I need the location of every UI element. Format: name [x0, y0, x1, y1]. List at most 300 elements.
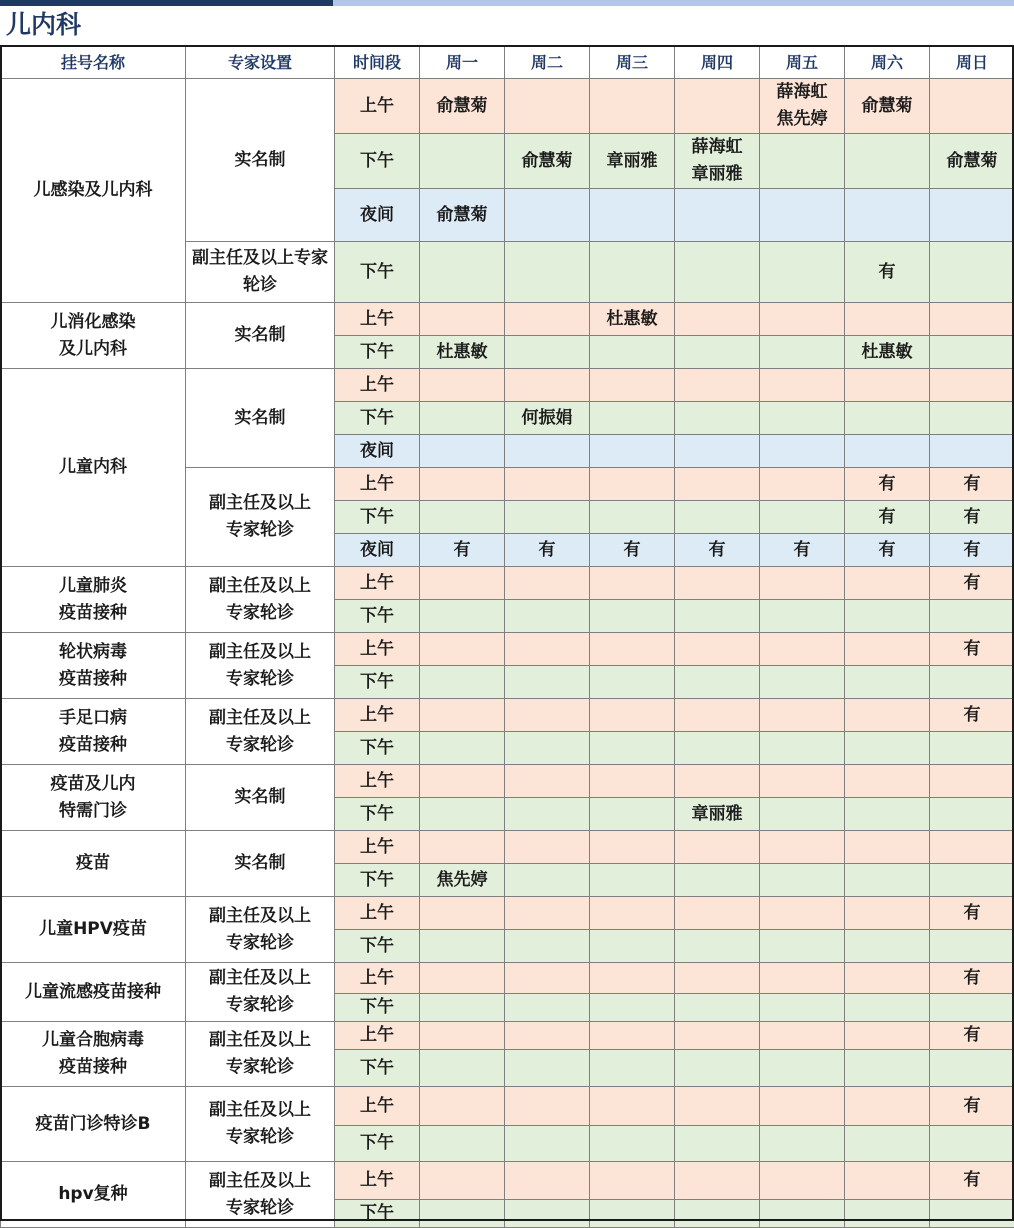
schedule-cell [675, 1126, 760, 1162]
schedule-cell [590, 1200, 675, 1228]
schedule-cell [590, 930, 675, 963]
schedule-cell [930, 189, 1014, 242]
schedule-cell [845, 994, 930, 1022]
schedule-cell [675, 336, 760, 369]
table-row [1, 831, 1014, 864]
schedule-cell [760, 864, 845, 897]
schedule-cell [675, 963, 760, 994]
schedule-cell [760, 930, 845, 963]
schedule-cell [845, 831, 930, 864]
schedule-cell [845, 963, 930, 994]
schedule-cell [675, 1022, 760, 1050]
schedule-cell [675, 1087, 760, 1126]
table-row [1, 699, 1014, 732]
schedule-cell [760, 699, 845, 732]
schedule-cell [505, 468, 590, 501]
schedule-cell [930, 435, 1014, 468]
time-slot: 上午 [335, 79, 420, 134]
time-slot: 上午 [335, 303, 420, 336]
schedule-cell [420, 798, 505, 831]
schedule-cell [760, 666, 845, 699]
schedule-cell [505, 1200, 590, 1228]
schedule-cell: 有 [845, 534, 930, 567]
schedule-cell [420, 1126, 505, 1162]
schedule-cell [590, 242, 675, 303]
schedule-cell [845, 369, 930, 402]
schedule-cell [930, 798, 1014, 831]
schedule-cell [590, 1022, 675, 1050]
schedule-cell [845, 402, 930, 435]
schedule-cell [420, 1200, 505, 1228]
table-row [1, 369, 1014, 402]
registration-name: 轮状病毒 疫苗接种 [1, 633, 186, 699]
schedule-table [0, 45, 1014, 1228]
schedule-cell [505, 897, 590, 930]
expert-setting: 副主任及以上 专家轮诊 [186, 633, 335, 699]
schedule-cell [675, 1200, 760, 1228]
schedule-cell [930, 402, 1014, 435]
time-slot: 下午 [335, 336, 420, 369]
schedule-cell [420, 666, 505, 699]
schedule-cell [420, 1162, 505, 1200]
schedule-cell [760, 798, 845, 831]
schedule-cell [930, 666, 1014, 699]
schedule-cell: 有 [930, 963, 1014, 994]
schedule-cell [675, 930, 760, 963]
schedule-cell [845, 864, 930, 897]
schedule-cell [420, 831, 505, 864]
schedule-cell [505, 336, 590, 369]
time-slot: 上午 [335, 468, 420, 501]
schedule-cell [930, 600, 1014, 633]
time-slot: 下午 [335, 134, 420, 189]
registration-name: 疫苗 [1, 831, 186, 897]
schedule-cell [590, 468, 675, 501]
header-fri: 周五 [760, 46, 845, 79]
schedule-cell [760, 402, 845, 435]
schedule-cell [930, 765, 1014, 798]
schedule-cell [590, 336, 675, 369]
schedule-cell [675, 369, 760, 402]
time-slot: 上午 [335, 567, 420, 600]
schedule-cell [930, 1200, 1014, 1228]
schedule-cell [420, 633, 505, 666]
schedule-cell [590, 765, 675, 798]
schedule-cell [590, 567, 675, 600]
schedule-cell: 薛海虹 焦先婷 [760, 79, 845, 134]
schedule-cell [420, 468, 505, 501]
schedule-cell [590, 402, 675, 435]
schedule-cell [590, 831, 675, 864]
schedule-cell [675, 831, 760, 864]
registration-name: 儿童合胞病毒 疫苗接种 [1, 1022, 186, 1087]
schedule-cell [930, 930, 1014, 963]
schedule-cell: 有 [845, 242, 930, 303]
schedule-cell [845, 1126, 930, 1162]
time-slot: 下午 [335, 402, 420, 435]
schedule-cell [505, 501, 590, 534]
schedule-cell [505, 600, 590, 633]
time-slot: 上午 [335, 1162, 420, 1200]
table-row [1, 765, 1014, 798]
header-tue: 周二 [505, 46, 590, 79]
schedule-cell [845, 1022, 930, 1050]
schedule-cell [675, 765, 760, 798]
schedule-cell [505, 369, 590, 402]
header-row [1, 46, 1014, 79]
schedule-cell [760, 369, 845, 402]
schedule-cell: 有 [930, 501, 1014, 534]
schedule-cell [930, 1126, 1014, 1162]
table-row [1, 303, 1014, 336]
expert-setting: 副主任及以上 专家轮诊 [186, 567, 335, 633]
schedule-cell [760, 567, 845, 600]
schedule-cell [845, 732, 930, 765]
schedule-cell [420, 699, 505, 732]
schedule-cell [420, 732, 505, 765]
schedule-cell [590, 666, 675, 699]
schedule-cell [675, 732, 760, 765]
schedule-cell [505, 1050, 590, 1087]
table-row [1, 1022, 1014, 1050]
registration-name: 疫苗及儿内 特需门诊 [1, 765, 186, 831]
schedule-cell [760, 435, 845, 468]
time-slot: 上午 [335, 765, 420, 798]
time-slot: 下午 [335, 732, 420, 765]
schedule-cell [420, 369, 505, 402]
table-body [1, 79, 1014, 1228]
registration-name: hpv复种 [1, 1162, 186, 1228]
schedule-cell [760, 994, 845, 1022]
schedule-cell [845, 699, 930, 732]
time-slot: 上午 [335, 963, 420, 994]
expert-setting: 副主任及以上 专家轮诊 [186, 699, 335, 765]
schedule-cell [420, 1050, 505, 1087]
schedule-cell [845, 798, 930, 831]
schedule-cell [590, 1087, 675, 1126]
schedule-cell: 有 [930, 1022, 1014, 1050]
schedule-cell: 章丽雅 [590, 134, 675, 189]
schedule-cell: 有 [505, 534, 590, 567]
schedule-cell [930, 369, 1014, 402]
schedule-cell [675, 897, 760, 930]
time-slot: 下午 [335, 242, 420, 303]
schedule-cell [590, 633, 675, 666]
schedule-cell [590, 1162, 675, 1200]
schedule-cell [675, 567, 760, 600]
table-row [1, 79, 1014, 134]
schedule-cell [420, 501, 505, 534]
time-slot: 夜间 [335, 189, 420, 242]
schedule-cell [760, 897, 845, 930]
time-slot: 上午 [335, 633, 420, 666]
table-header [1, 46, 1014, 79]
schedule-cell [760, 1126, 845, 1162]
schedule-cell: 有 [930, 897, 1014, 930]
schedule-cell: 有 [420, 534, 505, 567]
time-slot: 上午 [335, 369, 420, 402]
schedule-cell: 俞慧菊 [420, 79, 505, 134]
expert-setting: 副主任及以上 专家轮诊 [186, 1087, 335, 1162]
schedule-cell [420, 930, 505, 963]
time-slot: 上午 [335, 1022, 420, 1050]
schedule-cell: 有 [930, 633, 1014, 666]
schedule-cell: 何振娟 [505, 402, 590, 435]
schedule-cell [420, 1087, 505, 1126]
schedule-cell [760, 1200, 845, 1228]
schedule-cell: 有 [930, 699, 1014, 732]
schedule-cell: 有 [845, 468, 930, 501]
schedule-cell [505, 765, 590, 798]
header-wed: 周三 [590, 46, 675, 79]
schedule-cell [845, 134, 930, 189]
schedule-cell [675, 402, 760, 435]
top-accent-bar [0, 0, 1014, 6]
schedule-cell [675, 79, 760, 134]
schedule-cell [505, 963, 590, 994]
schedule-cell [930, 1050, 1014, 1087]
schedule-cell [845, 1200, 930, 1228]
expert-setting: 副主任及以上 专家轮诊 [186, 963, 335, 1022]
schedule-cell [845, 567, 930, 600]
table-row [1, 567, 1014, 600]
schedule-cell [420, 242, 505, 303]
expert-setting: 副主任及以上 专家轮诊 [186, 468, 335, 567]
expert-setting: 副主任及以上 专家轮诊 [186, 1022, 335, 1087]
schedule-cell [590, 79, 675, 134]
header-slot: 时间段 [335, 46, 420, 79]
schedule-cell [590, 897, 675, 930]
registration-name: 儿童HPV疫苗 [1, 897, 186, 963]
schedule-cell [675, 600, 760, 633]
schedule-cell [845, 930, 930, 963]
time-slot: 下午 [335, 1200, 420, 1228]
schedule-cell [675, 303, 760, 336]
schedule-cell [675, 633, 760, 666]
schedule-cell [420, 765, 505, 798]
time-slot: 上午 [335, 897, 420, 930]
schedule-cell [505, 699, 590, 732]
time-slot: 上午 [335, 699, 420, 732]
time-slot: 下午 [335, 994, 420, 1022]
schedule-cell [590, 1050, 675, 1087]
registration-name: 儿童内科 [1, 369, 186, 567]
schedule-cell [845, 666, 930, 699]
schedule-cell [505, 732, 590, 765]
header-sat: 周六 [845, 46, 930, 79]
schedule-cell: 俞慧菊 [420, 189, 505, 242]
schedule-cell [845, 1087, 930, 1126]
schedule-cell [760, 501, 845, 534]
schedule-cell [845, 435, 930, 468]
schedule-cell [420, 897, 505, 930]
schedule-cell [760, 633, 845, 666]
schedule-cell [760, 600, 845, 633]
schedule-cell [590, 732, 675, 765]
schedule-cell: 有 [590, 534, 675, 567]
schedule-cell: 有 [845, 501, 930, 534]
schedule-cell [845, 897, 930, 930]
table-row [1, 897, 1014, 930]
schedule-cell: 有 [760, 534, 845, 567]
schedule-cell [675, 501, 760, 534]
schedule-cell [760, 303, 845, 336]
schedule-cell [675, 666, 760, 699]
schedule-cell [930, 242, 1014, 303]
schedule-cell [505, 831, 590, 864]
schedule-cell [505, 79, 590, 134]
table-row [1, 1087, 1014, 1126]
schedule-cell [505, 242, 590, 303]
schedule-cell [505, 1087, 590, 1126]
schedule-cell: 杜惠敏 [590, 303, 675, 336]
time-slot: 夜间 [335, 435, 420, 468]
schedule-cell [845, 1050, 930, 1087]
time-slot: 下午 [335, 1126, 420, 1162]
time-slot: 夜间 [335, 534, 420, 567]
expert-setting: 副主任及以上 专家轮诊 [186, 1162, 335, 1228]
schedule-cell [590, 1126, 675, 1162]
schedule-cell: 俞慧菊 [505, 134, 590, 189]
schedule-cell [930, 303, 1014, 336]
schedule-cell [845, 600, 930, 633]
schedule-cell [505, 189, 590, 242]
schedule-cell: 有 [930, 1087, 1014, 1126]
header-mon: 周一 [420, 46, 505, 79]
expert-setting: 实名制 [186, 765, 335, 831]
schedule-cell [760, 468, 845, 501]
schedule-cell [590, 435, 675, 468]
schedule-cell [505, 1022, 590, 1050]
schedule-cell [505, 864, 590, 897]
schedule-cell [760, 1050, 845, 1087]
schedule-cell [675, 1050, 760, 1087]
header-thu: 周四 [675, 46, 760, 79]
schedule-cell [420, 963, 505, 994]
schedule-cell [845, 633, 930, 666]
schedule-cell [760, 134, 845, 189]
time-slot: 上午 [335, 831, 420, 864]
header-sun: 周日 [930, 46, 1014, 79]
schedule-cell [590, 864, 675, 897]
header-setting: 专家设置 [186, 46, 335, 79]
time-slot: 下午 [335, 501, 420, 534]
time-slot: 下午 [335, 798, 420, 831]
schedule-cell [505, 567, 590, 600]
expert-setting: 实名制 [186, 369, 335, 468]
schedule-cell [420, 1022, 505, 1050]
schedule-cell [505, 435, 590, 468]
schedule-cell [675, 864, 760, 897]
schedule-cell [930, 994, 1014, 1022]
schedule-cell [590, 699, 675, 732]
schedule-cell [760, 831, 845, 864]
schedule-cell [760, 1162, 845, 1200]
schedule-cell [505, 994, 590, 1022]
schedule-cell [930, 336, 1014, 369]
schedule-cell [675, 1162, 760, 1200]
schedule-cell [760, 336, 845, 369]
time-slot: 下午 [335, 930, 420, 963]
schedule-cell [845, 765, 930, 798]
schedule-cell [420, 303, 505, 336]
registration-name: 儿感染及儿内科 [1, 79, 186, 303]
schedule-cell [505, 303, 590, 336]
header-name: 挂号名称 [1, 46, 186, 79]
registration-name: 手足口病 疫苗接种 [1, 699, 186, 765]
time-slot: 上午 [335, 1087, 420, 1126]
schedule-cell [760, 189, 845, 242]
schedule-cell: 俞慧菊 [930, 134, 1014, 189]
schedule-cell [590, 963, 675, 994]
schedule-cell: 杜惠敏 [420, 336, 505, 369]
schedule-cell [930, 79, 1014, 134]
schedule-cell: 焦先婷 [420, 864, 505, 897]
schedule-cell [590, 600, 675, 633]
schedule-cell [675, 189, 760, 242]
time-slot: 下午 [335, 1050, 420, 1087]
schedule-cell [760, 765, 845, 798]
schedule-cell [675, 435, 760, 468]
schedule-cell [505, 930, 590, 963]
top-accent-light [333, 0, 1014, 6]
schedule-cell [420, 435, 505, 468]
expert-setting: 实名制 [186, 79, 335, 242]
schedule-cell [845, 189, 930, 242]
registration-name: 儿童肺炎 疫苗接种 [1, 567, 186, 633]
schedule-cell [760, 963, 845, 994]
table-row [1, 1162, 1014, 1200]
time-slot: 下午 [335, 600, 420, 633]
registration-name: 儿童流感疫苗接种 [1, 963, 186, 1022]
schedule-cell [590, 189, 675, 242]
time-slot: 下午 [335, 864, 420, 897]
schedule-cell [420, 600, 505, 633]
schedule-cell [675, 242, 760, 303]
schedule-cell [590, 994, 675, 1022]
schedule-cell [675, 468, 760, 501]
schedule-cell: 俞慧菊 [845, 79, 930, 134]
schedule-cell [590, 369, 675, 402]
schedule-cell: 薛海虹 章丽雅 [675, 134, 760, 189]
registration-name: 儿消化感染 及儿内科 [1, 303, 186, 369]
schedule-cell: 有 [930, 1162, 1014, 1200]
expert-setting: 实名制 [186, 831, 335, 897]
expert-setting: 副主任及以上专家轮诊 [186, 242, 335, 303]
schedule-cell [505, 1162, 590, 1200]
schedule-cell [505, 798, 590, 831]
schedule-cell [505, 633, 590, 666]
schedule-cell [420, 994, 505, 1022]
schedule-cell [930, 732, 1014, 765]
schedule-cell: 章丽雅 [675, 798, 760, 831]
time-slot: 下午 [335, 666, 420, 699]
expert-setting: 实名制 [186, 303, 335, 369]
schedule-cell [760, 1022, 845, 1050]
schedule-cell [760, 1087, 845, 1126]
schedule-cell [760, 242, 845, 303]
schedule-cell [760, 732, 845, 765]
schedule-cell: 有 [675, 534, 760, 567]
schedule-cell [930, 864, 1014, 897]
schedule-cell [420, 402, 505, 435]
schedule-cell [505, 666, 590, 699]
schedule-cell [930, 831, 1014, 864]
schedule-cell [505, 1126, 590, 1162]
table-row [1, 633, 1014, 666]
schedule-cell [845, 303, 930, 336]
schedule-cell: 有 [930, 468, 1014, 501]
